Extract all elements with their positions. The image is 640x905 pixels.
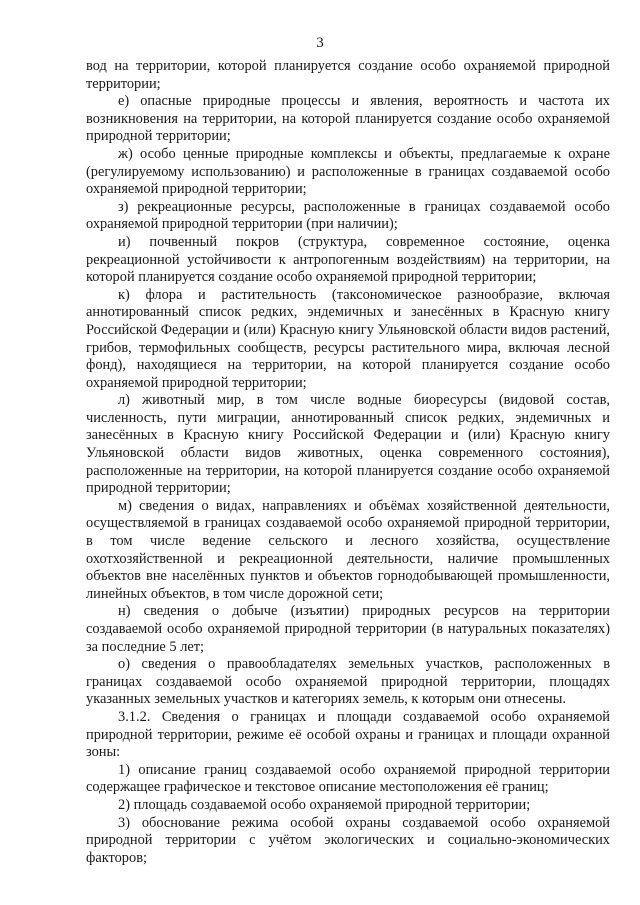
paragraph-section-3-1-2: 3.1.2. Сведения о границах и площади создаваемой особо охраняемой природной территории, режиме её особой охраны и границах и площади охранной зоны: <box>86 708 610 761</box>
paragraph-item-l: л) животный мир, в том числе водные биоресурсы (видовой состав, численность, пути миграции, аннотированный список редких, эндемичных и занесённых в Красную книгу Российской Федерации и (или) Красную книгу Ульяновской области видов животных, оценка современного состояния), расположенные на территории, на которой планируется создание особо охраняемой природной территории; <box>86 392 610 497</box>
paragraph-item-e: е) опасные природные процессы и явления, вероятность и частота их возникновения на территории, на которой планируется создание особо охраняемой природной территории; <box>86 93 610 145</box>
paragraph-continuation: вод на территории, которой планируется создание особо охраняемой природной территории; <box>86 58 610 92</box>
paragraph-item-i: и) почвенный покров (структура, современное состояние, оценка рекреационной устойчивости к антропогенным воздействиям) на территории, на которой планируется создание особо охраняемой природной территории; <box>86 233 610 286</box>
paragraph-item-3: 3) обоснование режима особой охраны создаваемой особо охраняемой природной территории с учётом экологических и социально-экономических факторов; <box>86 814 610 866</box>
paragraph-item-k: к) флора и растительность (таксономическое разнообразие, включая аннотированный список редких, эндемичных и занесённых в Красную книгу Российской Федерации и (или) Красную книгу Ульяновской области видов растений, грибов, термофильных сообществ, ресурсы растительного мира, включая лесной фонд), находящиеся на территории, на которой планируется создание особо охраняемой природной территории; <box>86 286 610 391</box>
paragraph-item-o: о) сведения о правообладателях земельных участков, расположенных в границах создаваемой особо охраняемой природной территории, площадях указанных земельных участков и категориях земель, к которым они отнесены. <box>86 656 610 708</box>
paragraph-item-2: 2) площадь создаваемой особо охраняемой природной территории; <box>118 796 531 813</box>
paragraph-item-m: м) сведения о видах, направлениях и объёмах хозяйственной деятельности, осуществляемой в границах создаваемой особо охраняемой природной территории, в том числе ведение сельского и лесного хозяйства, осуществление охотхозяйственной и рекреационной деятельности, наличие промышленных объектов вне населённых пунктов и объектов горнодобывающей промышленности, линейных объектов, в том числе дорожной сети; <box>86 497 610 602</box>
paragraph-item-1: 1) описание границ создаваемой особо охраняемой природной территории содержащее графическое и текстовое описание местоположения её границ; <box>86 761 610 796</box>
paragraph-item-n: н) сведения о добыче (изъятии) природных ресурсов на территории создаваемой особо охраняемой природной территории (в натуральных показателях) за последние 5 лет; <box>86 603 610 655</box>
paragraph-item-zh: ж) особо ценные природные комплексы и объекты, предлагаемые к охране (регулируемому использованию) и расположенные в границах создаваемой особо охраняемой природной территории; <box>86 145 610 198</box>
page-number: 3 <box>316 35 324 51</box>
paragraph-item-z: з) рекреационные ресурсы, расположенные в границах создаваемой особо охраняемой природной территории (при наличии); <box>86 198 610 233</box>
document-body <box>86 58 610 867</box>
